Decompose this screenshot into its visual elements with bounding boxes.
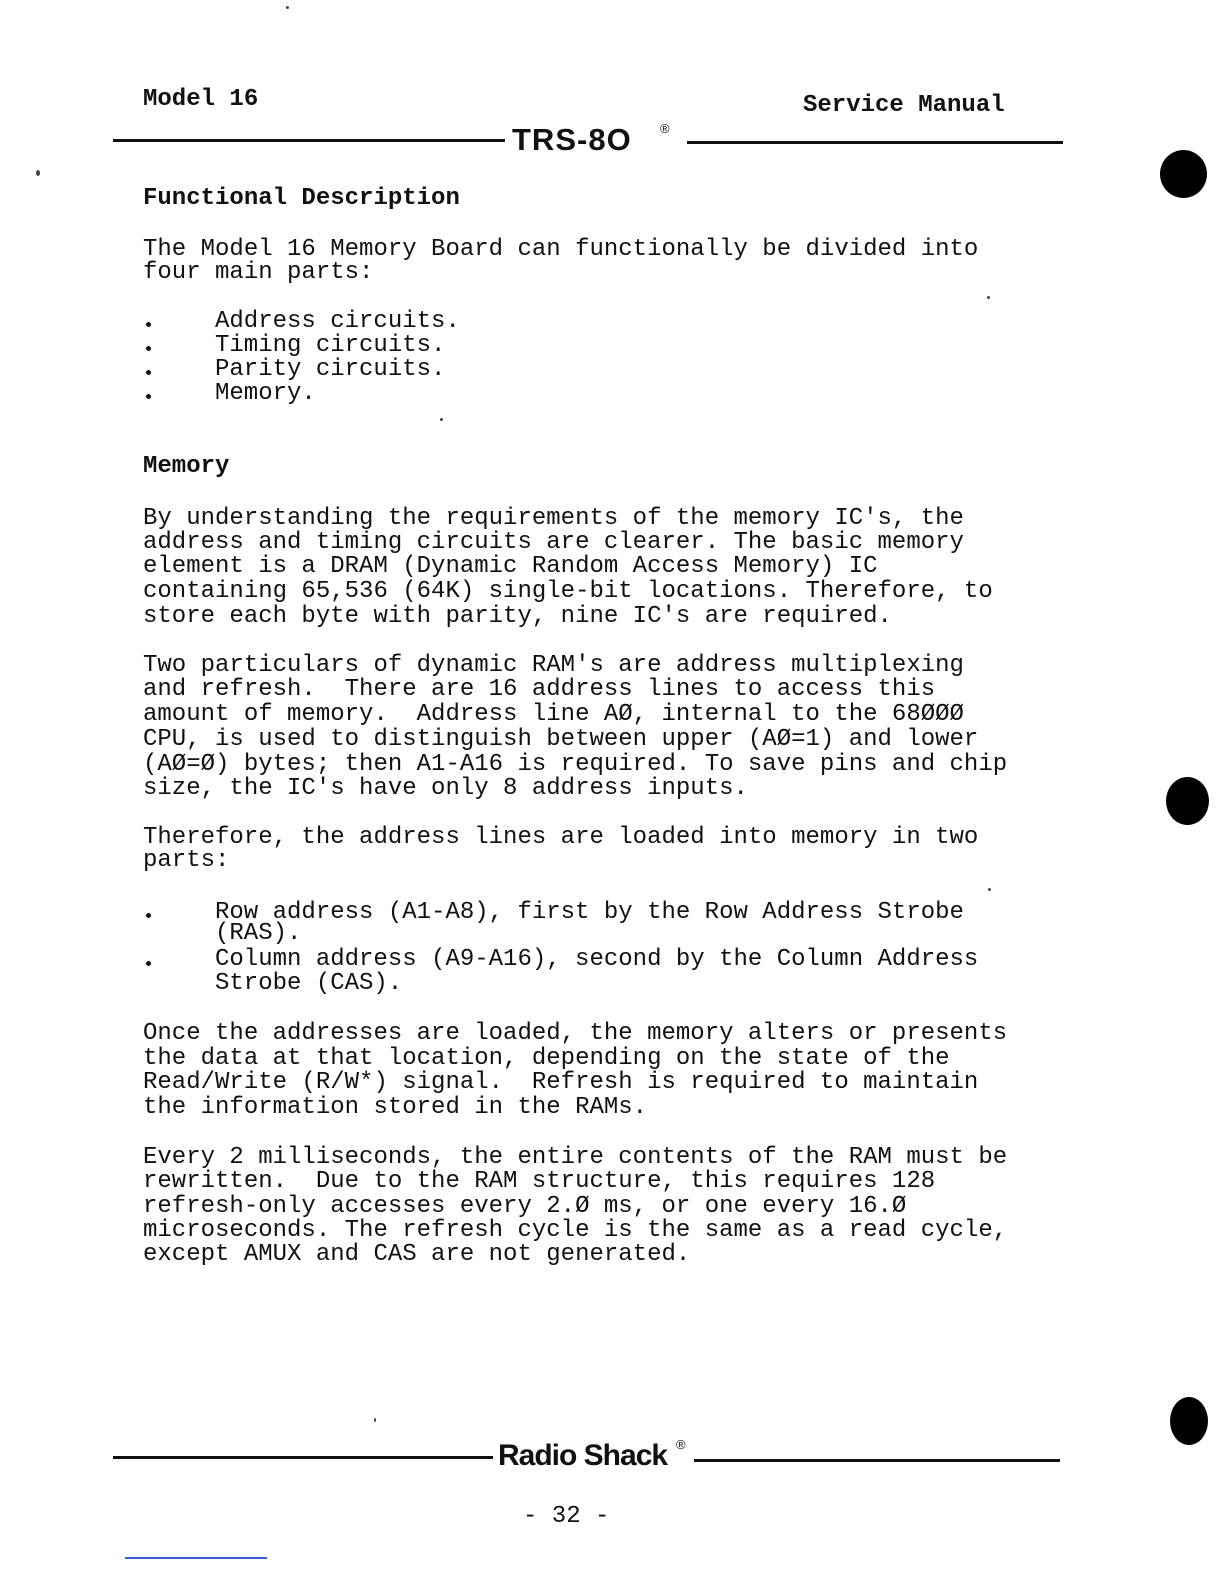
trs80-logo: TRS-8O [512, 122, 632, 157]
bullet-dot [146, 394, 151, 399]
section-title: Functional Description [143, 185, 460, 212]
paragraph-line: the data at that location, depending on the state of the [143, 1045, 950, 1072]
paragraph-line: By understanding the requirements of the memory IC's, the [143, 505, 964, 532]
scan-speck [987, 296, 990, 299]
scan-speck [36, 170, 40, 176]
list-item: Address circuits. [215, 308, 460, 335]
list-item: Timing circuits. [215, 332, 446, 359]
header-model: Model 16 [143, 86, 259, 113]
paragraph-line: rewritten. Due to the RAM structure, this requires 128 [143, 1168, 936, 1195]
list-item: Memory. [215, 380, 316, 407]
paragraph-line: parts: [143, 847, 230, 874]
list-item: Row address (A1-A8), first by the Row Address Strobe [215, 899, 964, 926]
intro-line: four main parts: [143, 259, 374, 286]
bullet-dot [146, 322, 151, 327]
paragraph-line: Once the addresses are loaded, the memory alters or presents [143, 1020, 1008, 1047]
bullet-dot [146, 913, 151, 918]
list-item-continued: Strobe (CAS). [215, 970, 403, 997]
memory-heading: Memory [143, 453, 230, 480]
paragraph-line: and refresh. There are 16 address lines to access this [143, 676, 936, 703]
paragraph-line: element is a DRAM (Dynamic Random Access Memory) IC [143, 553, 878, 580]
punch-hole-bottom [1170, 1397, 1208, 1445]
paragraph-line: Therefore, the address lines are loaded into memory in two [143, 824, 979, 851]
bullet-dot [146, 370, 151, 375]
header-rule-right [687, 141, 1063, 144]
intro-line: The Model 16 Memory Board can functionally be divided into [143, 236, 979, 263]
paragraph-line: address and timing circuits are clearer. The basic memory [143, 529, 964, 556]
paragraph-line: refresh-only accesses every 2.Ø ms, or one every 16.Ø [143, 1193, 907, 1220]
radio-shack-registered-mark: ® [676, 1437, 686, 1452]
paragraph-line: size, the IC's have only 8 address inputs. [143, 775, 748, 802]
paragraph-line: containing 65,536 (64K) single-bit locations. Therefore, to [143, 578, 993, 605]
page-number: - 32 - [523, 1503, 610, 1530]
paragraph-line: Two particulars of dynamic RAM's are address multiplexing [143, 652, 964, 679]
paragraph-line: (AØ=Ø) bytes; then A1-A16 is required. To save pins and chip [143, 751, 1008, 778]
blue-scan-line [125, 1557, 267, 1559]
footer-rule-left [113, 1456, 493, 1459]
paragraph-line: the information stored in the RAMs. [143, 1094, 648, 1121]
bullet-dot [146, 961, 151, 966]
bullet-dot [146, 346, 151, 351]
paragraph-line: Every 2 milliseconds, the entire contents of the RAM must be [143, 1144, 1008, 1171]
scan-speck [374, 1418, 376, 1422]
paragraph-line: microseconds. The refresh cycle is the same as a read cycle, [143, 1217, 1008, 1244]
punch-hole-middle [1166, 777, 1209, 825]
scan-speck [988, 888, 991, 891]
paragraph-line: CPU, is used to distinguish between upper (AØ=1) and lower [143, 726, 979, 753]
scan-speck [440, 418, 443, 421]
list-item: Parity circuits. [215, 356, 446, 383]
paragraph-line: store each byte with parity, nine IC's are required. [143, 603, 892, 630]
footer-rule-right [694, 1459, 1060, 1462]
list-item-continued: (RAS). [215, 920, 302, 947]
paragraph-line: Read/Write (R/W*) signal. Refresh is required to maintain [143, 1069, 979, 1096]
radio-shack-logo: Radio Shack [498, 1439, 668, 1472]
header-title: Service Manual [803, 92, 1005, 119]
paragraph-line: amount of memory. Address line AØ, internal to the 68ØØØ [143, 701, 964, 728]
punch-hole-top [1160, 150, 1207, 198]
header-rule-left [113, 139, 505, 142]
list-item: Column address (A9-A16), second by the Column Address [215, 946, 979, 973]
trs80-registered-mark: ® [660, 121, 670, 136]
scan-speck [286, 6, 289, 9]
paragraph-line: except AMUX and CAS are not generated. [143, 1241, 691, 1268]
